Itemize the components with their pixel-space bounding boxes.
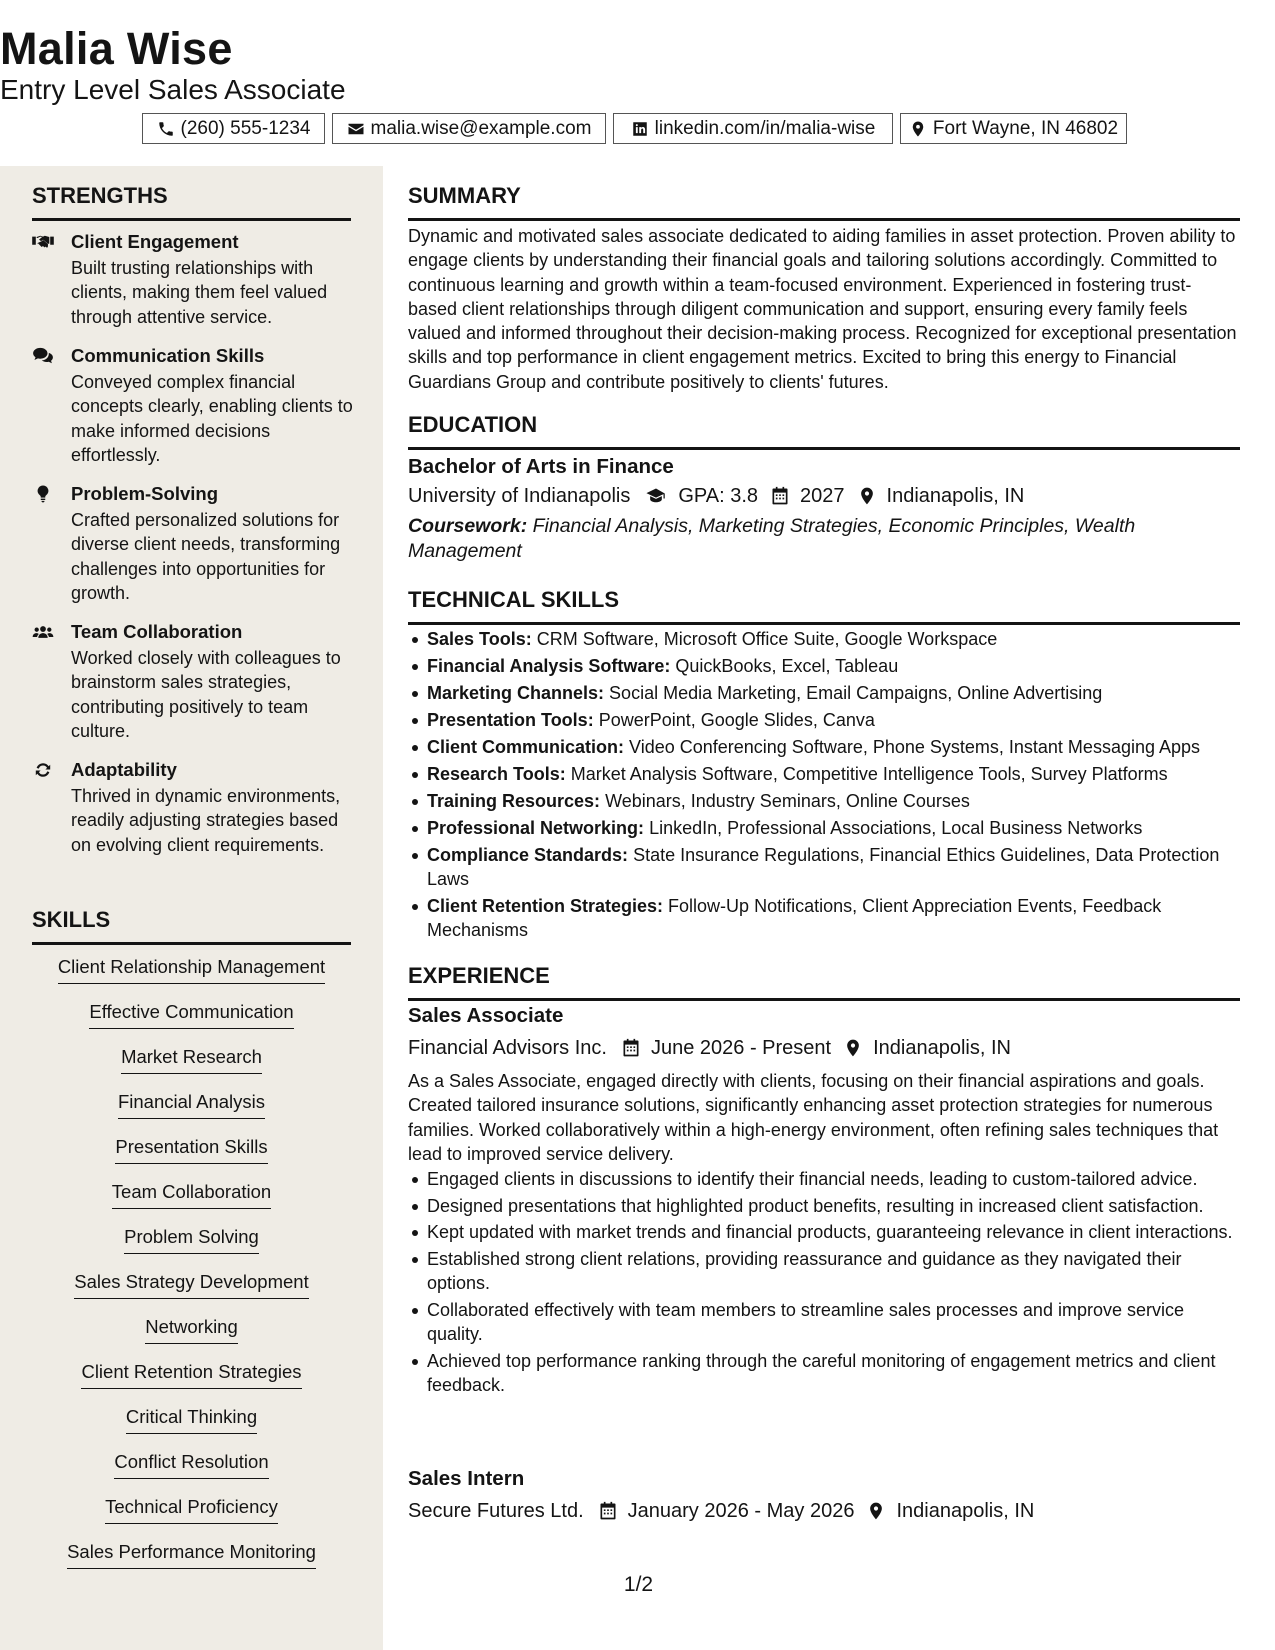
skill-item: Networking: [0, 1315, 383, 1344]
job-location: Indianapolis, IN: [873, 1037, 1011, 1059]
skill-item: Financial Analysis: [0, 1090, 383, 1119]
education-location: Indianapolis, IN: [886, 485, 1025, 507]
list-item: Client Retention Strategies: Follow-Up Notifications, Client Appreciation Events, Feedback Mechanisms: [408, 894, 1242, 943]
job-bullets: [408, 1167, 1242, 1398]
list-item: Designed presentations that highlighted product benefits, resulting in increased client satisfaction.: [408, 1194, 1242, 1218]
strength-title: Team Collaboration: [71, 621, 243, 642]
degree-title: Bachelor of Arts in Finance: [408, 455, 674, 478]
calendar-icon: [621, 1038, 641, 1058]
calendar-icon: [770, 486, 790, 506]
location-text: Fort Wayne, IN 46802: [932, 118, 1119, 139]
comments-icon: [32, 346, 56, 366]
skill-item: Conflict Resolution: [0, 1450, 383, 1479]
skill-item: Presentation Skills: [0, 1135, 383, 1164]
job-location: Indianapolis, IN: [896, 1500, 1035, 1522]
job-meta: [408, 1498, 1034, 1524]
email-text: malia.wise@example.com: [370, 118, 592, 139]
users-icon: [32, 622, 56, 642]
linkedin-text: linkedin.com/in/malia-wise: [654, 118, 876, 139]
strength-title: Communication Skills: [71, 345, 265, 366]
skill-item: Team Collaboration: [0, 1180, 383, 1209]
job-dates: June 2026 - Present: [650, 1037, 832, 1059]
list-item: Research Tools: Market Analysis Software, Competitive Intelligence Tools, Survey Platforms: [408, 762, 1242, 786]
contact-phone[interactable]: [142, 113, 325, 144]
map-pin-icon: [857, 486, 877, 506]
lightbulb-icon: [32, 484, 56, 504]
list-item: Professional Networking: LinkedIn, Professional Associations, Local Business Networks: [408, 816, 1242, 840]
sync-icon: [32, 760, 56, 780]
strength-description: Worked closely with colleagues to brainstorm sales strategies, contributing positively to team culture.: [71, 648, 341, 742]
list-item: Engaged clients in discussions to identify their financial needs, leading to custom-tailored advice.: [408, 1167, 1242, 1191]
list-item: Achieved top performance ranking through the careful monitoring of engagement metrics and client feedback.: [408, 1349, 1242, 1398]
list-item: Collaborated effectively with team members to streamline sales processes and improve service quality.: [408, 1298, 1242, 1347]
strengths-heading: STRENGTHS: [32, 182, 351, 221]
list-item: Marketing Channels: Social Media Marketing, Email Campaigns, Online Advertising: [408, 681, 1242, 705]
map-pin-icon: [866, 1501, 886, 1521]
skill-item: Client Relationship Management: [0, 955, 383, 984]
handshake-icon: [32, 232, 56, 252]
calendar-icon: [598, 1501, 618, 1521]
list-item: Presentation Tools: PowerPoint, Google Slides, Canva: [408, 708, 1242, 732]
list-item: Training Resources: Webinars, Industry Seminars, Online Courses: [408, 789, 1242, 813]
technical-skills-heading: TECHNICAL SKILLS: [408, 586, 1240, 625]
company-name: Secure Futures Ltd.: [408, 1500, 584, 1522]
job-dates: January 2026 - May 2026: [627, 1500, 855, 1522]
linkedin-icon: [631, 120, 649, 138]
summary-heading: SUMMARY: [408, 182, 1240, 221]
list-item: Compliance Standards: State Insurance Regulations, Financial Ethics Guidelines, Data Protection Laws: [408, 843, 1242, 892]
list-item: Established strong client relations, providing reassurance and guidance as they navigated their options.: [408, 1247, 1242, 1296]
strength-description: Thrived in dynamic environments, readily adjusting strategies based on evolving client requirements.: [71, 786, 341, 855]
envelope-icon: [347, 120, 365, 138]
graduation-year: 2027: [800, 485, 845, 507]
contact-linkedin[interactable]: [613, 113, 893, 144]
skill-item: Market Research: [0, 1045, 383, 1074]
strength-description: Built trusting relationships with clients, making them feel valued through attentive service.: [71, 258, 328, 327]
list-item: Client Communication: Video Conferencing Software, Phone Systems, Instant Messaging Apps: [408, 735, 1242, 759]
candidate-name: Malia Wise: [0, 23, 233, 74]
contact-location[interactable]: [900, 113, 1127, 144]
skill-item: Technical Proficiency: [0, 1495, 383, 1524]
coursework-label: Coursework:: [408, 515, 528, 537]
skill-item: Problem Solving: [0, 1225, 383, 1254]
education-heading: EDUCATION: [408, 411, 1240, 450]
list-item: Sales Tools: CRM Software, Microsoft Office Suite, Google Workspace: [408, 627, 1242, 651]
map-pin-icon: [909, 120, 927, 138]
job-title: Sales Intern: [408, 1467, 525, 1490]
strength-title: Problem-Solving: [71, 483, 218, 504]
page-number: 1/2: [623, 1573, 654, 1596]
skill-item: Client Retention Strategies: [0, 1360, 383, 1389]
skill-item: Effective Communication: [0, 1000, 383, 1029]
phone-text: (260) 555-1234: [180, 118, 311, 139]
strength-title: Client Engagement: [71, 231, 239, 252]
map-pin-icon: [843, 1038, 863, 1058]
skill-item: Sales Strategy Development: [0, 1270, 383, 1299]
job-title: Sales Associate: [408, 1004, 564, 1027]
list-item: Financial Analysis Software: QuickBooks, Excel, Tableau: [408, 654, 1242, 678]
skills-heading: SKILLS: [32, 906, 351, 945]
contact-email[interactable]: [332, 113, 606, 144]
strength-description: Crafted personalized solutions for diverse client needs, transforming challenges into opportunities for growth.: [71, 510, 341, 604]
company-name: Financial Advisors Inc.: [408, 1037, 607, 1059]
list-item: Kept updated with market trends and financial products, guaranteeing relevance in client interactions.: [408, 1220, 1242, 1244]
coursework-list: Financial Analysis, Marketing Strategies, Economic Principles, Wealth Management: [408, 515, 1136, 562]
skill-item: Critical Thinking: [0, 1405, 383, 1434]
job-description: As a Sales Associate, engaged directly with clients, focusing on their financial aspirations and goals. Created tailored insurance solutions, significantly enhancing asset protection strategies for numerous families. Worked collaboratively within a high-energy environment, often refining sales techniques that lead to improved service delivery.: [408, 1071, 1219, 1164]
summary-text: Dynamic and motivated sales associate dedicated to aiding families in asset protection. Proven ability to engage clients by understanding their financial goals and tailoring solutions accordingly. Committed to continuous learning and growth within a team-focused environment. Experienced in fostering trust-based client relationships through diligent communication and support, ensuring every family feels valued and informed throughout their decision-making process. Recognized for exceptional presentation skills and top performance in client engagement metrics. Excited to bring this energy to Financial Guardians Group and contribute positively to clients' futures.: [408, 226, 1237, 392]
job-meta: [408, 1035, 1011, 1061]
technical-skills-list: [408, 627, 1242, 943]
phone-icon: [157, 120, 175, 138]
strength-description: Conveyed complex financial concepts clearly, enabling clients to make informed decisions effortlessly.: [71, 372, 353, 466]
experience-heading: EXPERIENCE: [408, 962, 1240, 1001]
candidate-title: Entry Level Sales Associate: [0, 74, 346, 105]
graduation-cap-icon: [644, 486, 668, 506]
strength-title: Adaptability: [71, 759, 177, 780]
skill-item: Sales Performance Monitoring: [0, 1540, 383, 1569]
school-name: University of Indianapolis: [408, 485, 631, 507]
gpa: GPA: 3.8: [678, 485, 759, 507]
coursework: [408, 514, 1240, 564]
education-meta: [408, 483, 1024, 509]
